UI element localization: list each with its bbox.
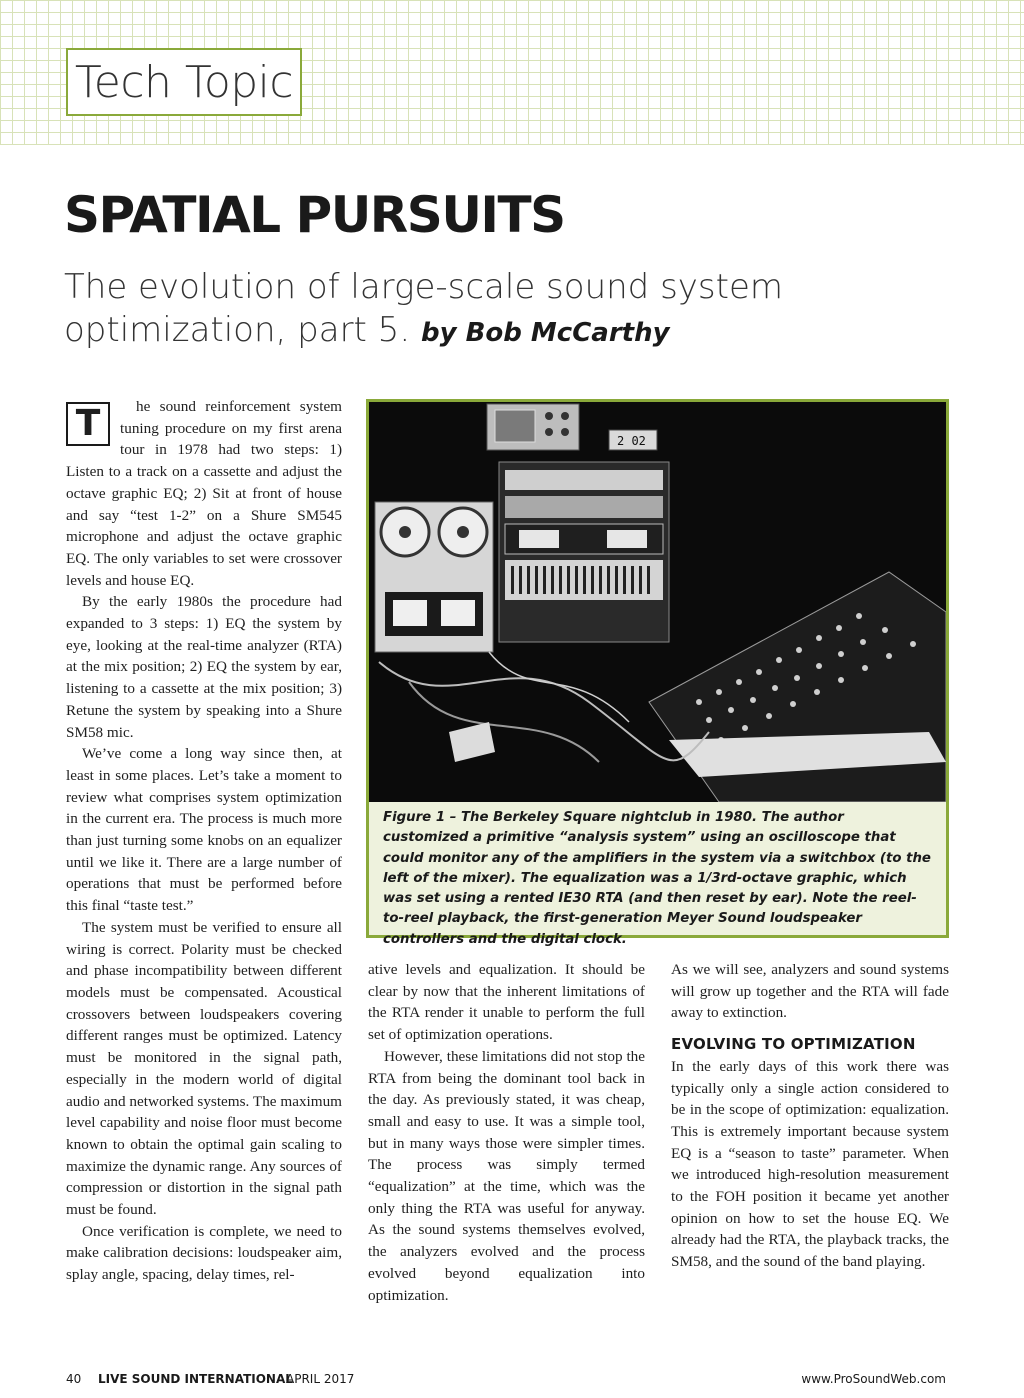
section-label-box [66,48,302,116]
article-column-middle [368,959,645,1306]
publication-name: LIVE SOUND INTERNATIONAL [98,1372,293,1386]
deck-text: The evolution of large-scale sound system optimization, part 5. [64,267,783,350]
section-label: Tech Topic [74,56,294,108]
paragraph: ative levels and equalization. It should be clear by now that the inherent limitations of the RTA render it unable to perform the full set of optimization operations. [368,961,645,1044]
byline: by Bob McCarthy [420,318,670,348]
figure-photo [369,402,946,802]
figure-1 [366,399,949,947]
website-link[interactable]: www.ProSoundWeb.com [801,1372,946,1386]
paragraph: However, these limitations did not stop the RTA from being the dominant tool back in the day. As previously stated, it was cheap, small and easy to use. It was a simple tool, but in many ways those were simpler times. The process was simply termed “equalization” at the time, which was the only thing the RTA was useful for anyway. As the sound systems themselves evolved, the analyzers evolved and the process evolved beyond equalization into optimization. [368,1047,645,1304]
page-number: 40 [66,1372,82,1386]
paragraph: As we will see, analyzers and sound systems will grow up together and the RTA will fade away to extinction. [671,961,949,1022]
paragraph: In the early days of this work there was typically only a single action considered to be in the scope of optimization: equalization. This is extremely important because system EQ is a “season to taste” parameter. When we introduced high-resolution measurement to the FOH position it became yet another opinion on how to set the house EQ. We already had the RTA, the playback tracks, the SM58, and the sound of the band playing. [671,1057,949,1271]
paragraph: The system must be verified to ensure all wiring is correct. Polarity must be checked and phase incompatibility between different models must be compensated. Acoustical crossovers between loudspeakers covering different ranges must be optimized. Latency must be monitored in the signal path, especially in the modern world of digital audio and networked systems. The maximum level capability and noise floor must become known to obtain the optimal gain scaling to maximize the dynamic range. Any sources of compression or distortion in the signal path must be found. [66,918,342,1219]
subhead: EVOLVING TO OPTIMIZATION [671,1035,916,1054]
issue-date: APRIL 2017 [286,1372,355,1386]
deck [64,266,824,355]
article-column-right [671,959,949,1273]
article-column-left [66,396,342,1286]
photo-illustration [369,402,946,802]
paragraph: We’ve come a long way since then, at least in some places. Let’s take a moment to review what comprises system optimization in the current era. The process is much more than just turning some knobs on an equalizer until we like it. There are a large number of operations that must be performed before this final “taste test.” [66,745,342,915]
dropcap: T [66,402,110,446]
figure-caption: Figure 1 – The Berkeley Square nightclub in 1980. The author customized a primitive “analysis system” using an oscilloscope that could monitor any of the amplifiers in the system via a switchbox (to the left of the mixer). The equalization was a 1/3rd-octave graphic, which was set using a rented IE30 RTA (and then reset by ear). Note the reel-to-reel playback, the first-generation Meyer Sound loudspeaker controllers and the digital clock. [383,810,931,947]
paragraph: he sound reinforcement system tuning procedure on my first arena tour in 1978 had two steps: 1) Listen to a track on a cassette and adjust the octave graphic EQ; 2) Sit at front of house and say “test 1-2” on a Shure SM545 microphone and adjust the octave graphic EQ. The only variables to set were crossover levels and house EQ. [66,398,342,589]
paragraph: By the early 1980s the procedure had expanded to 3 steps: 1) EQ the system by eye, looking at the real-time analyzer (RTA) at the mix position; 2) EQ the system by ear, listening to a cassette at the mix position; 3) Retune the system by speaking into a Shure SM58 mic. [66,593,342,741]
page-footer [66,1372,946,1390]
headline: SPATIAL PURSUITS [64,186,565,244]
clock-readout: 2 02 [617,434,646,448]
paragraph: Once verification is complete, we need to make calibration decisions: loudspeaker aim, splay angle, spacing, delay times, rel- [66,1222,342,1284]
